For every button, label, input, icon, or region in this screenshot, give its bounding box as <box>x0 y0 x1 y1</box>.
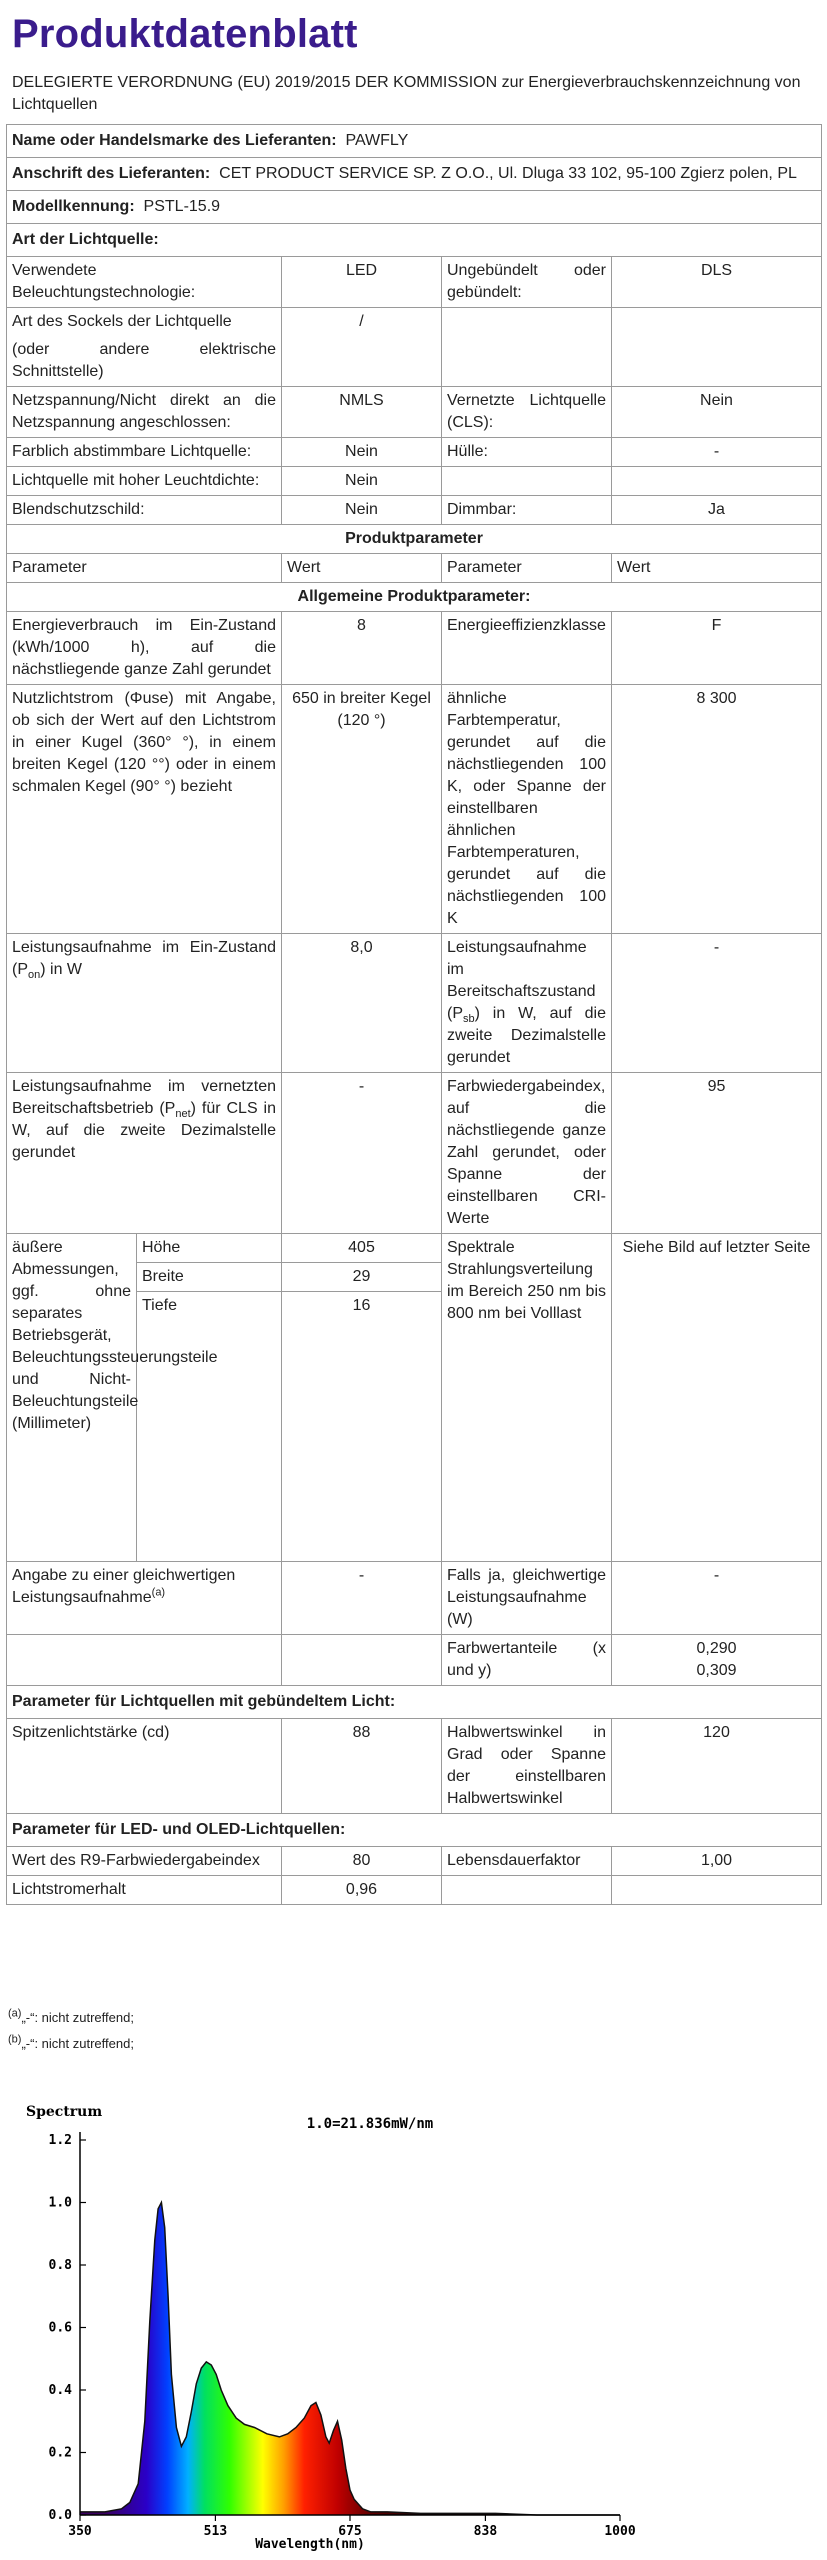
r9-row <box>7 1847 822 1876</box>
supplier-address-row <box>7 158 822 191</box>
footnote-b-mark: (b) <box>8 2033 22 2046</box>
chart-title: Spectrum <box>26 2104 103 2120</box>
cap-type-label <box>7 308 282 387</box>
envelope-value: - <box>612 438 822 467</box>
cap-type-row <box>7 308 822 387</box>
chromaticity-label: Farbwertanteile (x und y) <box>442 1635 612 1686</box>
col-value-header: Wert <box>612 554 822 583</box>
footnote-b-text: „-“: nicht zutreffend; <box>21 2036 134 2051</box>
dimmable-value: Ja <box>612 496 822 525</box>
equivalent-label <box>7 1562 282 1635</box>
y-tick-label: 0.4 <box>48 2383 72 2398</box>
cct-label: ähnliche Farbtemperatur, gerundet auf die nächstliegenden 100 K, oder Spanne der einstellbaren ähnlichen Farbtemperaturen, gerundet auf die nächstliegenden 100 K <box>442 685 612 934</box>
cct-value: 8 300 <box>612 685 822 934</box>
standby-value: - <box>612 934 822 1073</box>
standby-label-unit: ) in W, auf die zweite Dezimalstelle gerundet <box>447 1005 606 1066</box>
r9-label: Wert des R9-Farbwiedergabeindex <box>7 1847 282 1876</box>
technology-row <box>7 257 822 308</box>
high-luminance-value: Nein <box>282 467 442 496</box>
anti-glare-label: Blendschutzschild: <box>7 496 282 525</box>
net-standby-label-text: Leistungsaufnahme im vernetzten Bereitschaftsbetrieb (P <box>12 1078 276 1117</box>
survival-label: Lebensdauerfaktor <box>442 1847 612 1876</box>
power-on-label-unit: ) in W <box>40 961 83 978</box>
net-standby-row <box>7 1073 822 1234</box>
x-tick-label: 675 <box>338 2524 362 2539</box>
height-label: Höhe <box>137 1234 282 1263</box>
y-tick-label: 1.2 <box>48 2133 72 2148</box>
lumen-maintenance-value: 0,96 <box>282 1876 442 1905</box>
net-standby-value: - <box>282 1073 442 1234</box>
lumen-maintenance-label: Lichtstromerhalt <box>7 1876 282 1905</box>
supplier-address-label: Anschrift des Lieferanten: <box>12 165 211 182</box>
empty-cell <box>612 308 822 387</box>
dimensions-label: äußere Abmessungen, ggf. ohne separates Betriebsgerät, Beleuchtungssteuerungsteile und Nicht-Beleuchtungsteile (Millimeter) <box>7 1234 137 1562</box>
regulation-text: DELEGIERTE VERORDNUNG (EU) 2019/2015 DER KOMMISSION zur Energieverbrauchskennzeichnung von Lichtquellen <box>12 74 801 113</box>
general-params-heading: Allgemeine Produktparameter: <box>7 583 822 612</box>
empty-cell <box>442 467 612 496</box>
dimmable-label: Dimmbar: <box>442 496 612 525</box>
product-datasheet-table <box>6 124 822 1905</box>
r9-value: 80 <box>282 1847 442 1876</box>
depth-label: Tiefe <box>137 1292 282 1562</box>
supplier-name-cell <box>7 125 822 158</box>
directional-params-heading: Parameter für Lichtquellen mit gebündeltem Licht: <box>7 1686 822 1719</box>
empty-cell <box>7 1635 282 1686</box>
mains-value: NMLS <box>282 387 442 438</box>
energy-class-label: Energieeffizienzklasse <box>442 612 612 685</box>
connected-value: Nein <box>612 387 822 438</box>
led-params-heading: Parameter für LED- und OLED-Lichtquellen: <box>7 1814 822 1847</box>
col-value-header: Wert <box>282 554 442 583</box>
net-standby-label <box>7 1073 282 1234</box>
flux-label: Nutzlichtstrom (Φuse) mit Angabe, ob sich der Wert auf den Lichtstrom in einer Kugel (360° °), in einem breiten Kegel (120 °°) oder in einem schmalen Kegel (90° °) bezieht <box>7 685 282 934</box>
net-standby-label-unit: ) für CLS in W, auf die zweite Dezimalstelle gerundet <box>12 1100 276 1161</box>
cri-label: Farbwiedergabeindex, auf die nächstliegende ganze Zahl gerundet, oder Spanne der einstellbaren CRI-Werte <box>442 1073 612 1234</box>
x-tick-label: 350 <box>68 2524 92 2539</box>
empty-cell <box>442 1876 612 1905</box>
energy-row <box>7 612 822 685</box>
supplier-name-row <box>7 125 822 158</box>
beam-angle-value: 120 <box>612 1719 822 1814</box>
equivalent-value: - <box>282 1562 442 1635</box>
supplier-address-cell <box>7 158 822 191</box>
power-on-value: 8,0 <box>282 934 442 1073</box>
standby-label <box>442 934 612 1073</box>
net-standby-subscript: net <box>175 1108 191 1121</box>
model-label: Modellkennung: <box>12 198 135 215</box>
anti-glare-row <box>7 496 822 525</box>
y-tick-label: 1.0 <box>48 2195 72 2211</box>
equivalent-power-value: - <box>612 1562 822 1635</box>
footnote-a-mark: (a) <box>8 2007 22 2020</box>
empty-cell <box>282 1635 442 1686</box>
empty-cell <box>612 467 822 496</box>
cri-value: 95 <box>612 1073 822 1234</box>
energy-value: 8 <box>282 612 442 685</box>
footnote-a <box>8 2007 134 2025</box>
peak-intensity-row <box>7 1719 822 1814</box>
standby-label-text: Leistungsaufnahme im Bereitschaftszustand (P <box>447 939 596 1022</box>
supplier-name-value: PAWFLY <box>345 132 409 149</box>
high-luminance-label: Lichtquelle mit hoher Leuchtdichte: <box>7 467 282 496</box>
power-on-label-text: Leistungsaufnahme im Ein-Zustand (P <box>12 939 276 978</box>
page-title: Produktdatenblatt <box>12 12 358 56</box>
supplier-name-label: Name oder Handelsmarke des Lieferanten: <box>12 132 337 149</box>
connected-label: Vernetzte Lichtquelle (CLS): <box>442 387 612 438</box>
technology-label: Verwendete Beleuchtungstechnologie: <box>7 257 282 308</box>
equivalent-label-text: Angabe zu einer gleichwertigen Leistungsaufnahme <box>12 1567 236 1606</box>
chromaticity-y: 0,309 <box>696 1662 737 1679</box>
height-value: 405 <box>282 1234 442 1263</box>
depth-value: 16 <box>282 1292 442 1562</box>
model-row <box>7 191 822 224</box>
spectral-value: Siehe Bild auf letzter Seite <box>612 1234 822 1562</box>
footnote-a-marker: (a) <box>151 1586 166 1599</box>
colour-tunable-row <box>7 438 822 467</box>
directional-label: Ungebündelt oder gebündelt: <box>442 257 612 308</box>
flux-row <box>7 685 822 934</box>
empty-cell <box>442 308 612 387</box>
equivalent-power-label: Falls ja, gleichwertige Leistungsaufnahme (W) <box>442 1562 612 1635</box>
width-value: 29 <box>282 1263 442 1292</box>
cap-type-value: / <box>282 308 442 387</box>
col-param-header: Parameter <box>442 554 612 583</box>
energy-class-value: F <box>612 612 822 685</box>
x-tick-label: 838 <box>473 2524 498 2539</box>
peak-value: 88 <box>282 1719 442 1814</box>
y-tick-label: 0.2 <box>48 2445 72 2461</box>
colour-tunable-label: Farblich abstimmbare Lichtquelle: <box>7 438 282 467</box>
survival-value: 1,00 <box>612 1847 822 1876</box>
x-tick-label: 1000 <box>604 2524 636 2539</box>
footnote-b <box>8 2033 134 2051</box>
dimension-height-row <box>7 1234 822 1263</box>
chart-annotation: 1.0=21.836mW/nm <box>306 2116 434 2132</box>
energy-label: Energieverbrauch im Ein-Zustand (kWh/1000 h), auf die nächstliegende ganze Zahl gerundet <box>7 612 282 685</box>
directional-value: DLS <box>612 257 822 308</box>
mains-row <box>7 387 822 438</box>
peak-label: Spitzenlichtstärke (cd) <box>7 1719 282 1814</box>
width-label: Breite <box>137 1263 282 1292</box>
x-axis-label: Wavelength(nm) <box>255 2537 365 2552</box>
product-params-heading: Produktparameter <box>7 525 822 554</box>
anti-glare-value: Nein <box>282 496 442 525</box>
model-cell <box>7 191 822 224</box>
chromaticity-row <box>7 1635 822 1686</box>
high-luminance-row <box>7 467 822 496</box>
column-header-row <box>7 554 822 583</box>
beam-angle-label: Halbwertswinkel in Grad oder Spanne der einstellbaren Halbwertswinkel <box>442 1719 612 1814</box>
x-tick-label: 513 <box>203 2524 228 2539</box>
chromaticity-value <box>612 1635 822 1686</box>
y-tick-label: 0.8 <box>48 2258 72 2273</box>
standby-subscript: sb <box>463 1013 475 1026</box>
y-tick-label: 0.0 <box>48 2508 72 2523</box>
power-on-row <box>7 934 822 1073</box>
col-param-header: Parameter <box>7 554 282 583</box>
spectral-label: Spektrale Strahlungsverteilung im Bereich 250 nm bis 800 nm bei Volllast <box>442 1234 612 1562</box>
spectrum-fill <box>80 2140 620 2515</box>
light-source-heading: Art der Lichtquelle: <box>7 224 822 257</box>
spectrum-chart <box>20 2100 660 2555</box>
supplier-address-value: CET PRODUCT SERVICE SP. Z O.O., Ul. Dluga 33 102, 95-100 Zgierz polen, PL <box>219 165 797 182</box>
mains-label: Netzspannung/Nicht direkt an die Netzspannung angeschlossen: <box>7 387 282 438</box>
cap-type-label-line2: (oder andere elektrische Schnittstelle) <box>12 341 276 380</box>
technology-value: LED <box>282 257 442 308</box>
power-on-subscript: on <box>28 969 41 982</box>
cap-type-label-line1: Art des Sockels der Lichtquelle <box>12 313 232 330</box>
footnote-a-text: „-“: nicht zutreffend; <box>21 2010 134 2025</box>
model-value: PSTL-15.9 <box>143 198 221 215</box>
lumen-maintenance-row <box>7 1876 822 1905</box>
equivalent-row <box>7 1562 822 1635</box>
power-on-label <box>7 934 282 1073</box>
envelope-label: Hülle: <box>442 438 612 467</box>
colour-tunable-value: Nein <box>282 438 442 467</box>
empty-cell <box>612 1876 822 1905</box>
y-tick-label: 0.6 <box>48 2320 72 2336</box>
chromaticity-x: 0,290 <box>696 1640 737 1657</box>
flux-value: 650 in breiter Kegel (120 °) <box>282 685 442 934</box>
